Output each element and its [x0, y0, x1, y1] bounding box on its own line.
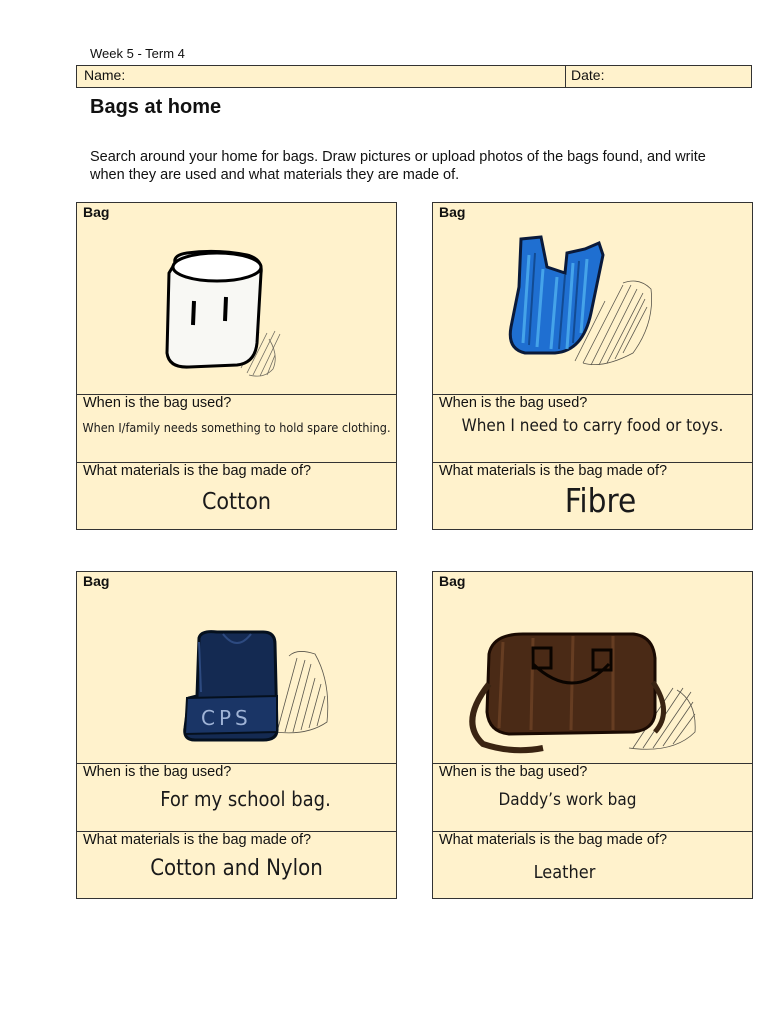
materials-section: [77, 463, 396, 530]
materials-question: What materials is the bag made of?: [439, 463, 668, 479]
bag-drawing-area[interactable]: [77, 572, 396, 764]
name-date-bar: [76, 65, 752, 88]
materials-answer[interactable]: Fibre: [564, 481, 637, 520]
bag-drawing-area[interactable]: [77, 203, 396, 395]
used-answer[interactable]: Daddy’s work bag: [498, 790, 637, 810]
materials-question: What materials is the bag made of?: [439, 832, 668, 848]
bag-card-4: [432, 571, 753, 899]
materials-question: What materials is the bag made of?: [83, 463, 312, 479]
bag-card-2: [432, 202, 753, 530]
bag-label: Bag: [439, 573, 466, 589]
white-drawstring-bag-icon: [77, 203, 396, 394]
materials-answer[interactable]: Leather: [533, 862, 596, 883]
used-question: When is the bag used?: [439, 764, 588, 780]
blue-shopping-bag-icon: [433, 203, 752, 394]
bag-label: Bag: [83, 204, 110, 220]
instructions: Search around your home for bags. Draw pictures or upload photos of the bags found, and write when they are used and what materials they are made of.: [90, 149, 706, 183]
used-section: [433, 764, 752, 832]
materials-section: [433, 463, 752, 530]
used-answer[interactable]: For my school bag.: [160, 787, 331, 811]
bag-label: Bag: [83, 573, 110, 589]
used-question: When is the bag used?: [439, 395, 588, 411]
used-section: [433, 395, 752, 463]
bag-card-3: [76, 571, 397, 899]
bag-drawing-area[interactable]: [433, 572, 752, 764]
used-question: When is the bag used?: [83, 764, 232, 780]
used-answer[interactable]: When I/family needs something to hold spare clothing.: [82, 420, 391, 435]
navy-school-backpack-icon: [77, 572, 396, 763]
used-section: [77, 764, 396, 832]
backpack-initials: CPS: [201, 706, 252, 730]
date-field[interactable]: Date:: [571, 67, 605, 83]
materials-answer[interactable]: Cotton: [201, 489, 272, 515]
materials-question: What materials is the bag made of?: [83, 832, 312, 848]
materials-answer[interactable]: Cotton and Nylon: [150, 856, 323, 881]
bag-drawing-area[interactable]: [433, 203, 752, 395]
used-section: [77, 395, 396, 463]
used-question: When is the bag used?: [83, 395, 232, 411]
materials-section: [433, 832, 752, 899]
page-title: Bags at home: [90, 96, 222, 118]
used-answer[interactable]: When I need to carry food or toys.: [461, 416, 724, 436]
bag-label: Bag: [439, 204, 466, 220]
name-field[interactable]: Name:: [77, 66, 566, 87]
materials-section: [77, 832, 396, 899]
bag-card-1: [76, 202, 397, 530]
brown-work-duffel-bag-icon: [433, 572, 752, 763]
week-term-label: Week 5 - Term 4: [90, 46, 185, 61]
